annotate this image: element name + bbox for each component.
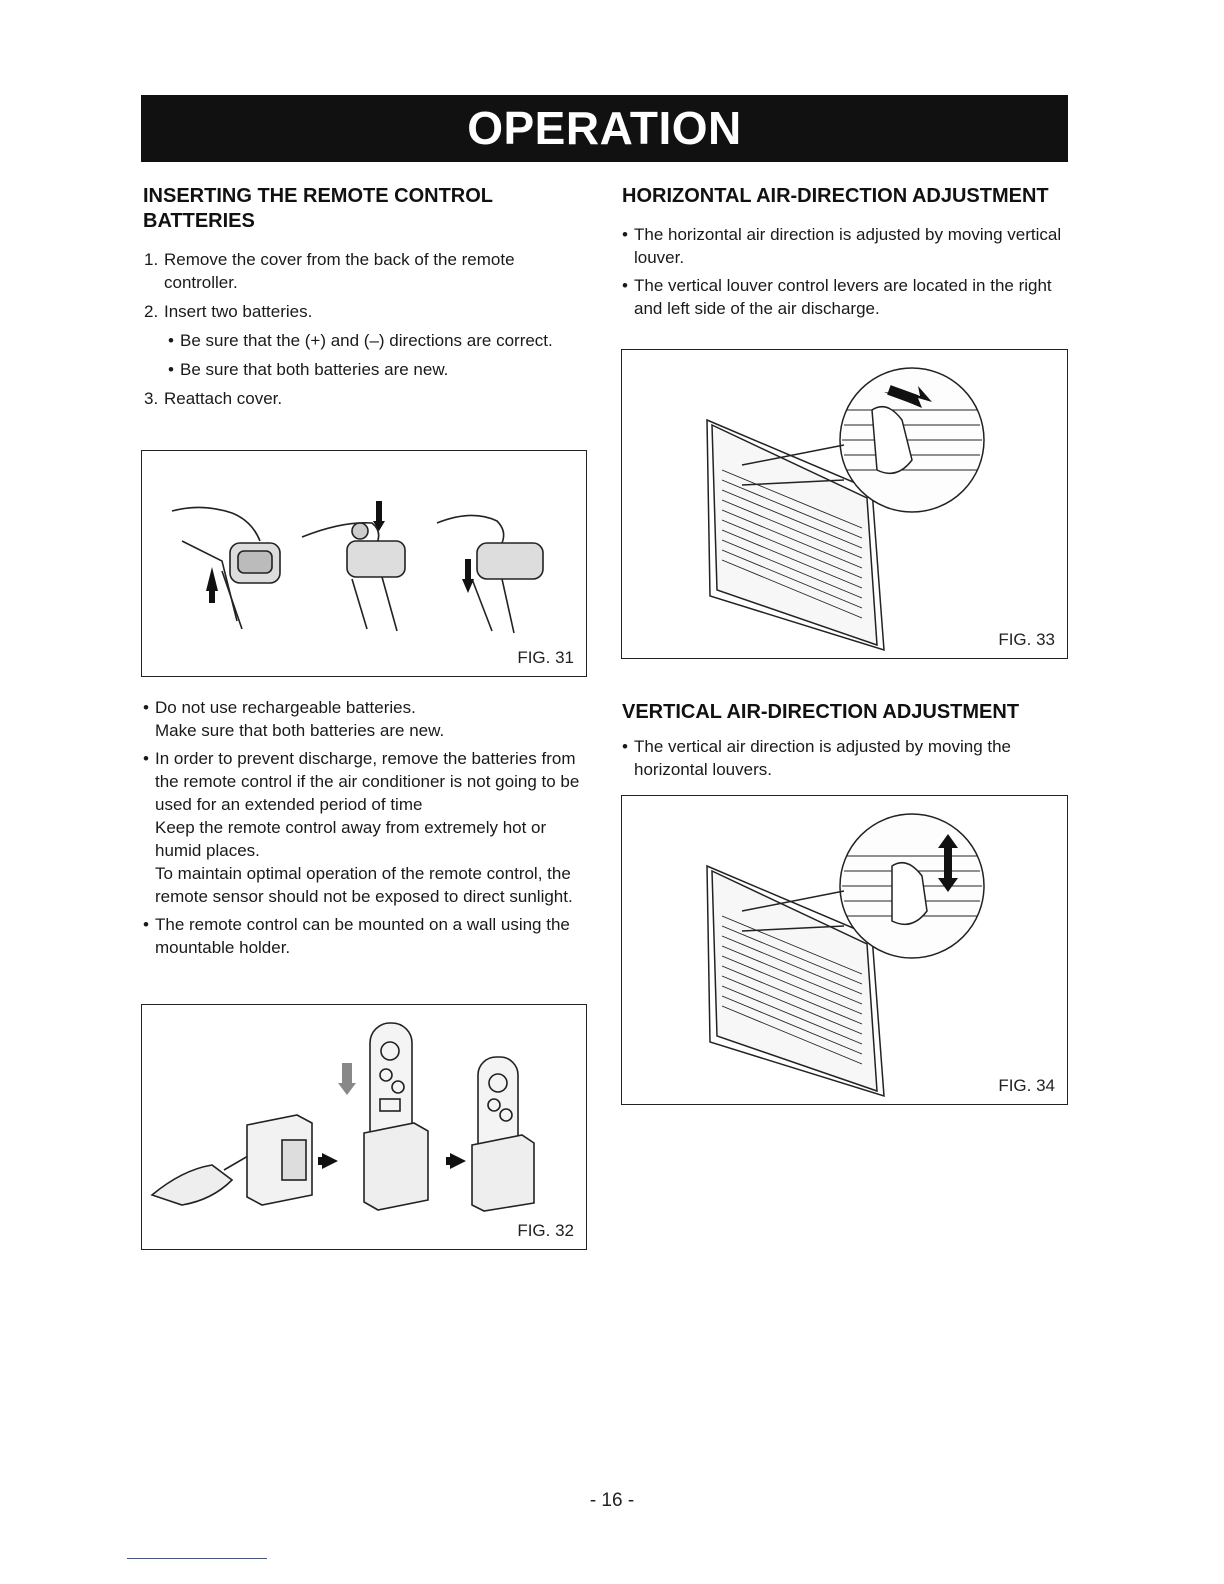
figure-31 xyxy=(141,450,587,677)
step-number: 1. xyxy=(144,250,159,269)
note-text: In order to prevent discharge, remove the batteries from the remote control if the air conditioner is not going to be used for an extended period of time Keep the remote control away from extremely hot or humid places. To maintain optimal operation of the remote control, the remote sensor should not be exposed to direct sunlight. xyxy=(155,749,580,906)
section-heading-horizontal: HORIZONTAL AIR-DIRECTION ADJUSTMENT xyxy=(622,185,1049,207)
right-column xyxy=(622,184,1068,325)
bullet-dot: • xyxy=(143,749,149,768)
page-title-banner: OPERATION xyxy=(141,95,1068,162)
footer-rule xyxy=(127,1558,267,1559)
sub-item-text: Be sure that the (+) and (–) directions are correct. xyxy=(180,331,553,350)
bullet-dot: • xyxy=(622,276,628,295)
wall-holder-illustration xyxy=(142,1005,588,1251)
section-heading-batteries: INSERTING THE REMOTE CONTROL BATTERIES xyxy=(143,185,493,232)
figure-caption: FIG. 33 xyxy=(998,630,1055,649)
vertical-bullets xyxy=(622,735,1068,781)
figure-caption: FIG. 34 xyxy=(998,1076,1055,1095)
bullet-item xyxy=(622,735,1068,781)
note-item xyxy=(143,747,593,908)
bullet-dot: • xyxy=(622,737,628,756)
figure-caption: FIG. 31 xyxy=(517,648,574,667)
sub-item-text: Be sure that both batteries are new. xyxy=(180,360,449,379)
bullet-dot: • xyxy=(168,331,174,350)
step-text: Reattach cover. xyxy=(164,389,283,408)
left-column xyxy=(143,184,588,416)
step-text: Remove the cover from the back of the remote controller. xyxy=(164,250,515,292)
step-number: 3. xyxy=(144,389,159,408)
bullet-dot: • xyxy=(143,915,149,934)
figure-34 xyxy=(621,795,1068,1105)
note-item xyxy=(143,913,593,959)
battery-steps-list xyxy=(143,248,588,410)
bullet-text: The horizontal air direction is adjusted by moving vertical louver. xyxy=(634,225,1062,267)
step-text: Insert two batteries. xyxy=(164,302,313,321)
bullet-item xyxy=(622,223,1068,269)
bullet-dot: • xyxy=(622,225,628,244)
vertical-louver-illustration xyxy=(622,796,1069,1106)
bullet-dot: • xyxy=(168,360,174,379)
step-number: 2. xyxy=(144,302,159,321)
battery-notes xyxy=(143,696,593,964)
bullet-dot: • xyxy=(143,698,149,717)
bullet-text: The vertical louver control levers are located in the right and left side of the air discharge. xyxy=(634,276,1052,318)
note-item xyxy=(143,696,593,742)
step-item xyxy=(143,300,588,381)
page-number: - 16 - xyxy=(589,1490,635,1511)
sub-item xyxy=(164,358,588,381)
bullet-text: The vertical air direction is adjusted by moving the horizontal louvers. xyxy=(634,737,1012,779)
battery-insertion-illustration xyxy=(142,451,588,678)
section-heading-vertical: VERTICAL AIR-DIRECTION ADJUSTMENT xyxy=(622,701,1020,723)
horizontal-bullets xyxy=(622,223,1068,320)
figure-caption: FIG. 32 xyxy=(517,1221,574,1240)
figure-32 xyxy=(141,1004,587,1250)
sub-item xyxy=(164,329,588,352)
bullet-item xyxy=(622,274,1068,320)
notes-list xyxy=(143,696,593,959)
figure-33 xyxy=(621,349,1068,659)
vertical-section xyxy=(622,700,1068,786)
step-item xyxy=(143,248,588,294)
horizontal-louver-illustration xyxy=(622,350,1069,660)
step-item xyxy=(143,387,588,410)
note-text: The remote control can be mounted on a wall using the mountable holder. xyxy=(155,915,570,957)
step-sub-list xyxy=(164,329,588,381)
note-text: Do not use rechargeable batteries. Make sure that both batteries are new. xyxy=(155,698,445,740)
